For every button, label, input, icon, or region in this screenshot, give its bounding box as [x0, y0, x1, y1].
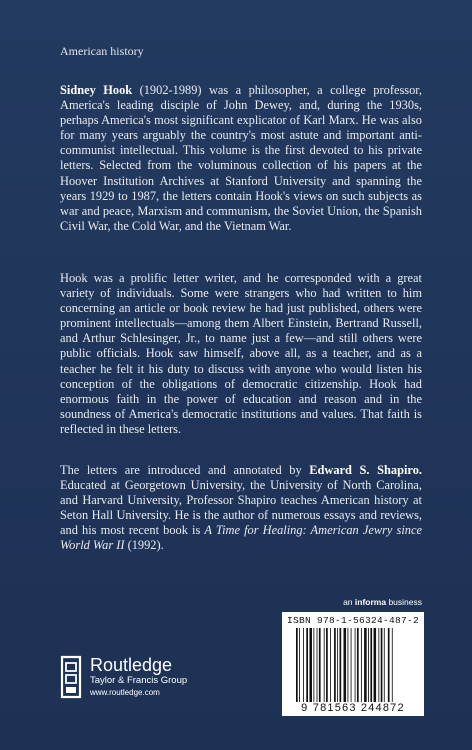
paragraph-1-text: (1902-1989) was a philosopher, a college professor, America's leading disciple of John Dewey, and, during the 1930s, perhaps America's most significant explicator of Karl Marx. He was also for many years arguably the country's most astute and important anti-communist intellectual. This volume is the first devoted to his private letters. Selected from the voluminous collection of his papers at the Hoover Institution Archives at Stanford University and spanning the years 1929 to 1987, the letters contain Hook's views on such subjects as war and peace, Marxism and communism, the Soviet Union, the Spanish Civil War, the Cold War, and the Vietnam War.	[60, 83, 423, 233]
publisher-url: www.routledge.com	[90, 688, 160, 697]
paragraph-3-text: Educated at Georgetown University, the University of North Carolina, and Harvard University, Professor Shapiro teaches American history at Seton Hall University. He is the author of numerous essays and reviews, and his most recent book is	[60, 478, 422, 538]
informa-suffix: business	[386, 597, 422, 607]
isbn-number: ISBN 978-1-56324-487-2	[286, 615, 420, 626]
paragraph-3-end: (1992).	[124, 538, 164, 553]
routledge-tower-icon	[60, 655, 82, 699]
book-title: A Time for Healing: American Jewry since World War II	[60, 523, 422, 553]
barcode-bars-icon	[296, 628, 418, 702]
paragraph-2-text: Hook was a prolific letter writer, and he corresponded with a great variety of individuals. Some were strangers who had written to him concerning an article or book review he had just published, others were prominent intellectuals—among them Albert Einstein, Bertrand Russell, and Arthur Schlesinger, Jr., to name just a few—and still others were public officials. Hook saw himself, above all, as a teacher, and as a teacher he felt it his duty to discuss with anyone who would listen his conception of the obligations of democratic citizenship. Hook had enormous faith in the power of education and reason and in the soundness of America's democratic institutions and values. That faith is reflected in these letters.	[60, 271, 422, 436]
paragraph-3-intro: The letters are introduced and annotated by	[60, 463, 310, 477]
ean-number: 9 781563 244872	[301, 702, 405, 714]
informa-business-label	[343, 597, 422, 607]
publisher-group: Taylor & Francis Group	[90, 675, 188, 686]
informa-prefix: an	[343, 597, 355, 607]
editor-name: Edward S. Shapiro.	[309, 463, 422, 477]
publisher-logo	[60, 655, 187, 699]
blurb-paragraph-1	[60, 83, 422, 234]
author-name: Sidney Hook	[60, 83, 133, 97]
blurb-paragraph-2	[60, 271, 422, 437]
isbn-barcode	[282, 612, 424, 716]
editor-bio-paragraph	[60, 463, 422, 554]
informa-brand: informa	[354, 597, 387, 607]
category-label: American history	[60, 44, 144, 58]
publisher-text	[90, 655, 187, 698]
publisher-name: Routledge	[90, 655, 173, 675]
